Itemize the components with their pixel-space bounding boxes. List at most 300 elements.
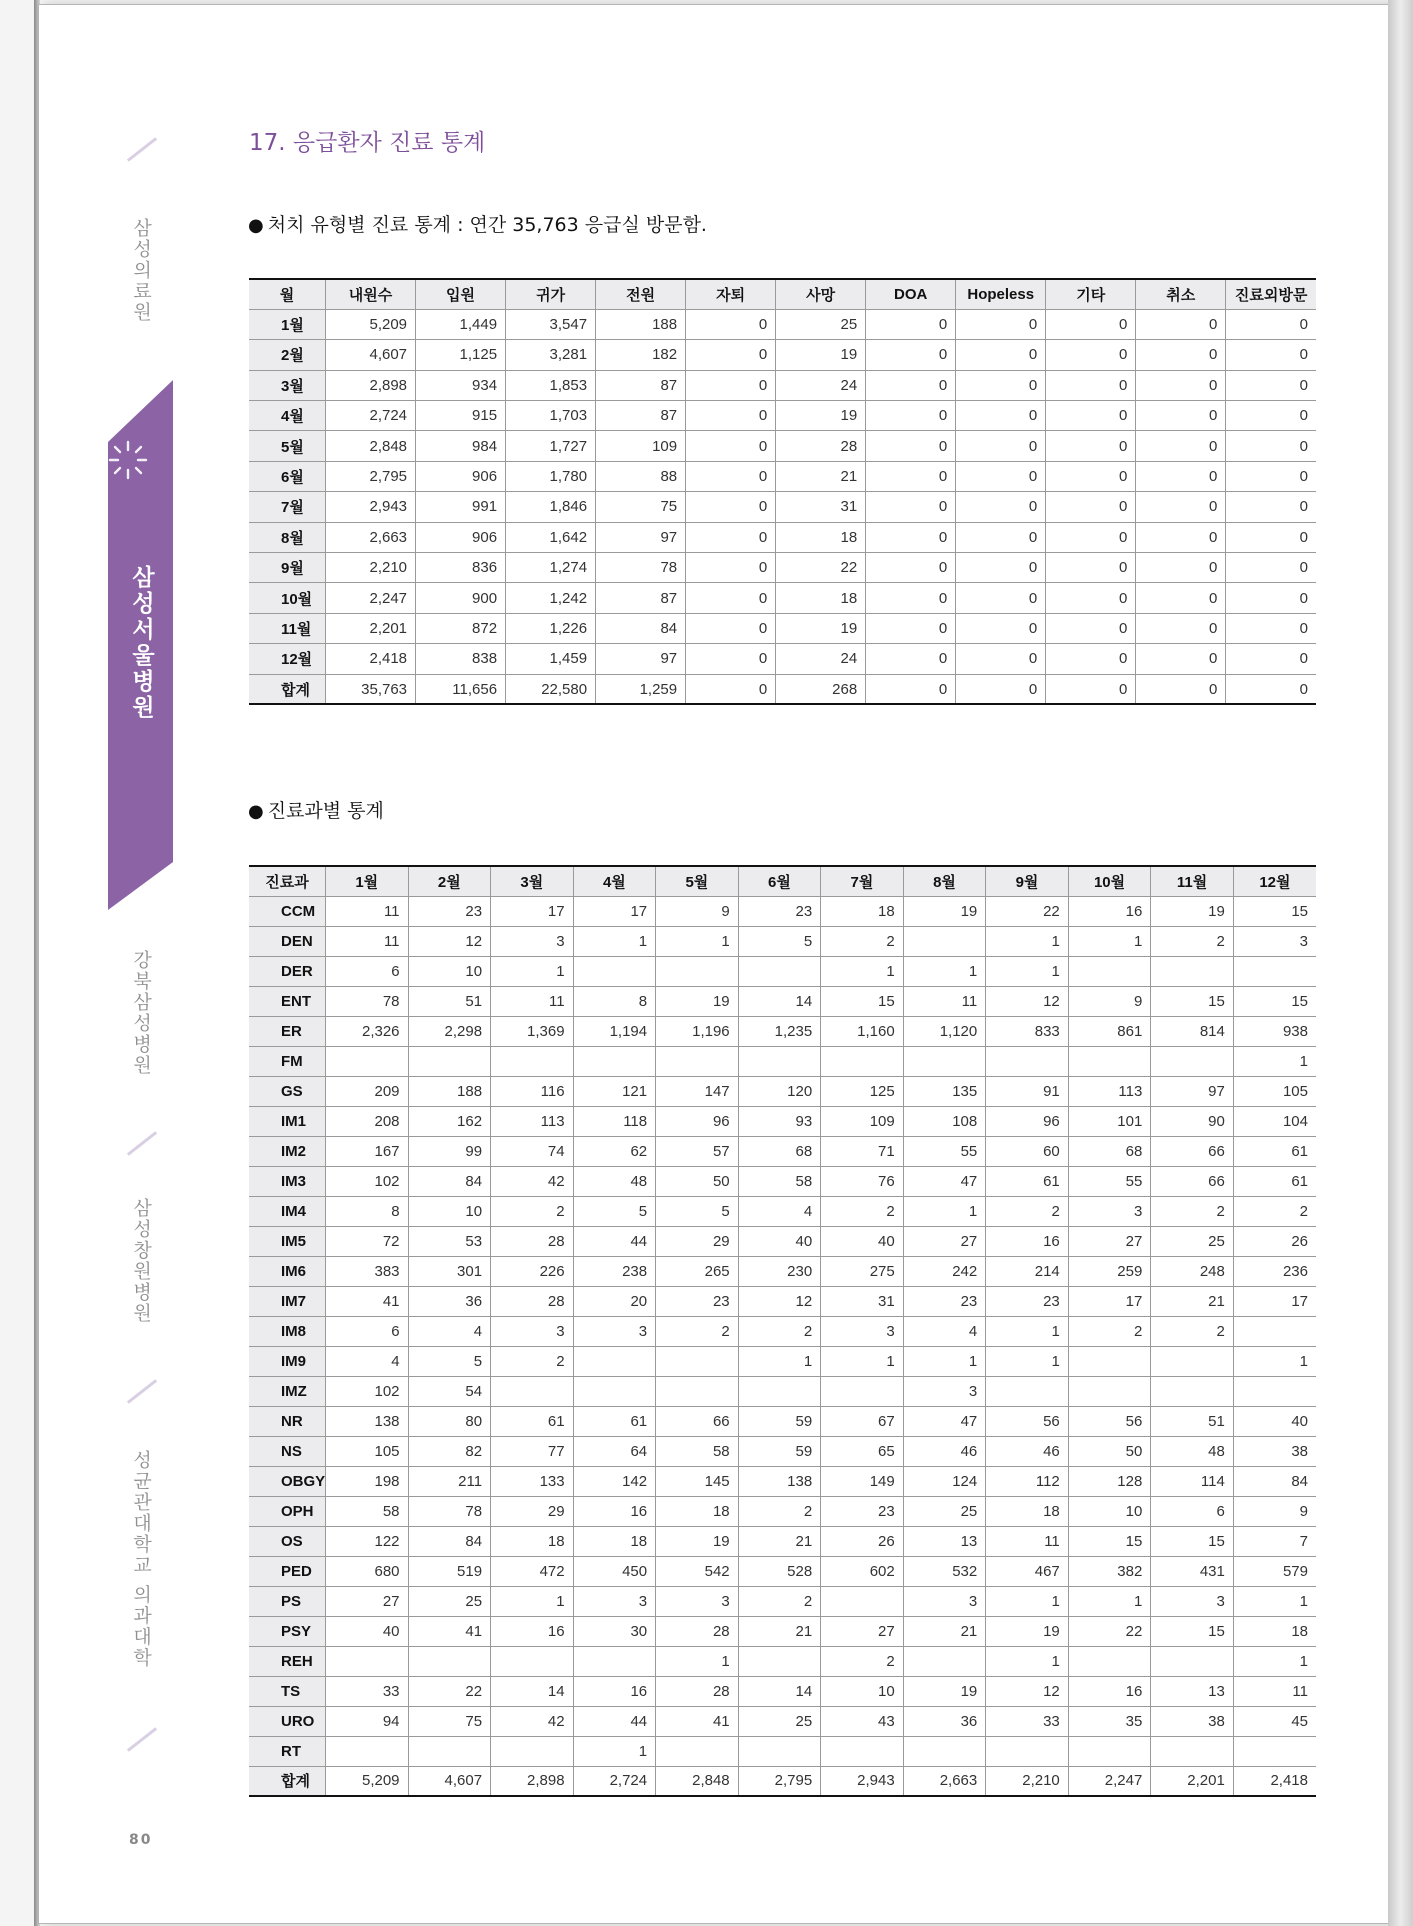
table-cell: 1,242 (506, 583, 596, 613)
row-label: 7월 (249, 492, 326, 522)
table-cell: 105 (326, 1436, 409, 1466)
table-cell: 0 (1226, 401, 1316, 431)
table-cell (1233, 1316, 1316, 1346)
table-cell: 71 (821, 1136, 904, 1166)
table-cell: 3,281 (506, 340, 596, 370)
table-cell: 0 (1046, 674, 1136, 704)
table-cell: 84 (408, 1526, 491, 1556)
sidebar-tab-samsung-seoul-hospital[interactable]: 삼성서울병원 (128, 565, 154, 721)
table-cell: 3 (1233, 926, 1316, 956)
table-cell: 872 (416, 613, 506, 643)
table-cell: 93 (738, 1106, 821, 1136)
table-cell: 1 (656, 926, 739, 956)
burst-icon (106, 438, 150, 482)
row-label: FM (249, 1046, 326, 1076)
table-cell: 21 (903, 1616, 986, 1646)
table-cell: 17 (573, 896, 656, 926)
table-cell: 2 (738, 1496, 821, 1526)
table-row (249, 1346, 1316, 1376)
table-cell: 68 (1068, 1136, 1151, 1166)
table-row (249, 309, 1316, 339)
row-label: NR (249, 1406, 326, 1436)
table-cell: 149 (821, 1466, 904, 1496)
table-cell: 1,259 (596, 674, 686, 704)
table-cell: 21 (738, 1616, 821, 1646)
table-cell: 25 (738, 1706, 821, 1736)
table-cell (1151, 1646, 1234, 1676)
table-cell: 51 (1151, 1406, 1234, 1436)
table-cell: 0 (1226, 553, 1316, 583)
column-header: Hopeless (956, 279, 1046, 309)
table-cell: 8 (326, 1196, 409, 1226)
table-row (249, 1706, 1316, 1736)
table-cell (656, 1736, 739, 1766)
table-cell: 2,201 (1151, 1766, 1234, 1796)
table-cell: 44 (573, 1706, 656, 1736)
table-cell: 1 (986, 1346, 1069, 1376)
table-cell: 1 (986, 956, 1069, 986)
table-cell: 12 (986, 1676, 1069, 1706)
table-cell: 275 (821, 1256, 904, 1286)
table-cell: 55 (903, 1136, 986, 1166)
table-cell: 2 (821, 1196, 904, 1226)
table-cell (1151, 1736, 1234, 1766)
table-cell: 45 (1233, 1706, 1316, 1736)
table-cell: 64 (573, 1436, 656, 1466)
table-cell: 528 (738, 1556, 821, 1586)
table-cell: 0 (866, 583, 956, 613)
row-label: IM6 (249, 1256, 326, 1286)
table-cell: 84 (408, 1166, 491, 1196)
table-cell: 1,369 (491, 1016, 574, 1046)
table-cell: 38 (1233, 1436, 1316, 1466)
table-cell: 66 (1151, 1166, 1234, 1196)
table-cell: 1,160 (821, 1016, 904, 1046)
table-row (249, 1016, 1316, 1046)
table-cell: 1 (986, 1586, 1069, 1616)
table-row (249, 1106, 1316, 1136)
column-header: 기타 (1046, 279, 1136, 309)
table-cell: 17 (1068, 1286, 1151, 1316)
table-cell: 1,642 (506, 522, 596, 552)
table-cell: 13 (903, 1526, 986, 1556)
table-cell: 138 (326, 1406, 409, 1436)
table-cell: 68 (738, 1136, 821, 1166)
table-cell: 104 (1233, 1106, 1316, 1136)
table-cell: 3,547 (506, 309, 596, 339)
table-cell: 2 (491, 1196, 574, 1226)
table-cell (491, 1646, 574, 1676)
row-label: 6월 (249, 461, 326, 491)
table-cell: 0 (1046, 553, 1136, 583)
table-cell: 78 (326, 986, 409, 1016)
table-cell: 2,898 (491, 1766, 574, 1796)
table-cell: 15 (821, 986, 904, 1016)
table-cell: 121 (573, 1076, 656, 1106)
table-cell: 48 (1151, 1436, 1234, 1466)
table-cell: 20 (573, 1286, 656, 1316)
page-number: 80 (129, 1832, 153, 1848)
table-cell: 0 (956, 401, 1046, 431)
table-cell: 97 (596, 644, 686, 674)
table-cell: 836 (416, 553, 506, 583)
table-cell: 1 (821, 1346, 904, 1376)
table-cell: 19 (776, 613, 866, 643)
table-cell (903, 926, 986, 956)
table-cell: 42 (491, 1166, 574, 1196)
sidebar-tab-skku-medicine[interactable]: 성균관대학교 의과대학 (130, 1450, 152, 1669)
table-cell: 10 (408, 1196, 491, 1226)
table-cell: 75 (596, 492, 686, 522)
table-cell (408, 1646, 491, 1676)
table-cell: 27 (326, 1586, 409, 1616)
table-cell: 814 (1151, 1016, 1234, 1046)
table-cell: 1,846 (506, 492, 596, 522)
table-cell (1068, 1376, 1151, 1406)
table-cell: 226 (491, 1256, 574, 1286)
table-cell: 14 (491, 1676, 574, 1706)
table-cell (986, 1736, 1069, 1766)
table-cell: 0 (1046, 370, 1136, 400)
table-cell: 1,274 (506, 553, 596, 583)
table-cell: 142 (573, 1466, 656, 1496)
table-cell: 27 (821, 1616, 904, 1646)
table-cell: 25 (1151, 1226, 1234, 1256)
table-cell: 0 (1136, 401, 1226, 431)
table-cell: 2 (1151, 926, 1234, 956)
table-row (249, 986, 1316, 1016)
table-cell: 0 (1226, 492, 1316, 522)
table-row (249, 613, 1316, 643)
table-cell: 46 (903, 1436, 986, 1466)
table-cell: 0 (956, 613, 1046, 643)
table-cell: 22 (986, 896, 1069, 926)
table-row (249, 1466, 1316, 1496)
table-cell: 47 (903, 1406, 986, 1436)
row-label: NS (249, 1436, 326, 1466)
table-cell: 0 (1136, 340, 1226, 370)
table-cell: 84 (1233, 1466, 1316, 1496)
table-cell: 67 (821, 1406, 904, 1436)
table-cell: 72 (326, 1226, 409, 1256)
table-cell: 0 (1046, 401, 1136, 431)
table-cell: 128 (1068, 1466, 1151, 1496)
table-cell: 11,656 (416, 674, 506, 704)
table-row (249, 401, 1316, 431)
table-cell: 2,795 (738, 1766, 821, 1796)
row-label: CCM (249, 896, 326, 926)
table-cell: 1 (986, 1646, 1069, 1676)
table-cell: 1 (491, 1586, 574, 1616)
table-cell: 36 (408, 1286, 491, 1316)
table-cell: 938 (1233, 1016, 1316, 1046)
table-row (249, 644, 1316, 674)
table-cell: 56 (986, 1406, 1069, 1436)
column-header: 5월 (656, 866, 739, 896)
table-cell: 2 (491, 1346, 574, 1376)
column-header: 내원수 (326, 279, 416, 309)
table-cell: 44 (573, 1226, 656, 1256)
column-header: 7월 (821, 866, 904, 896)
table-cell: 1,120 (903, 1016, 986, 1046)
table-cell: 0 (956, 553, 1046, 583)
table-cell: 833 (986, 1016, 1069, 1046)
table-cell: 0 (866, 340, 956, 370)
table-cell (903, 1046, 986, 1076)
sidebar-tab-samsung-medical-center[interactable]: 삼성의료원 (130, 218, 152, 323)
table-cell: 0 (1226, 522, 1316, 552)
table-row (249, 1226, 1316, 1256)
table-cell: 2 (821, 926, 904, 956)
table-cell: 125 (821, 1076, 904, 1106)
page-edge (1388, 0, 1413, 1926)
table-cell (738, 1046, 821, 1076)
table-cell: 0 (686, 492, 776, 522)
table-cell: 102 (326, 1376, 409, 1406)
table-cell: 54 (408, 1376, 491, 1406)
table-row (249, 553, 1316, 583)
table-cell: 2 (656, 1316, 739, 1346)
table-cell: 116 (491, 1076, 574, 1106)
column-header: 사망 (776, 279, 866, 309)
table-cell: 991 (416, 492, 506, 522)
table-cell: 18 (491, 1526, 574, 1556)
table-cell: 5,209 (326, 309, 416, 339)
table-cell: 242 (903, 1256, 986, 1286)
column-header: 진료과 (249, 866, 326, 896)
table-cell: 29 (491, 1496, 574, 1526)
column-header: 귀가 (506, 279, 596, 309)
table-cell: 19 (986, 1616, 1069, 1646)
table-cell: 29 (656, 1226, 739, 1256)
table-cell: 0 (1046, 522, 1136, 552)
column-header: DOA (866, 279, 956, 309)
table-cell: 0 (1046, 461, 1136, 491)
table-row (249, 1556, 1316, 1586)
table-cell: 10 (1068, 1496, 1151, 1526)
table-cell: 87 (596, 583, 686, 613)
table-cell: 230 (738, 1256, 821, 1286)
table-cell: 58 (326, 1496, 409, 1526)
table-cell: 7 (1233, 1526, 1316, 1556)
table-cell: 97 (596, 522, 686, 552)
row-label: IM1 (249, 1106, 326, 1136)
row-label: 3월 (249, 370, 326, 400)
table-cell (1068, 1646, 1151, 1676)
table-row (249, 1526, 1316, 1556)
table-cell: 40 (326, 1616, 409, 1646)
table-cell: 11 (491, 986, 574, 1016)
table-cell: 3 (903, 1586, 986, 1616)
table-cell (408, 1046, 491, 1076)
table-row (249, 674, 1316, 704)
table-cell: 4 (408, 1316, 491, 1346)
table-cell (1068, 1346, 1151, 1376)
table-cell (656, 1346, 739, 1376)
table-row (249, 1256, 1316, 1286)
table-cell (656, 956, 739, 986)
table-cell: 0 (1226, 613, 1316, 643)
table-cell: 1 (1233, 1646, 1316, 1676)
row-label: PS (249, 1586, 326, 1616)
table-cell: 0 (686, 522, 776, 552)
table-header-row (249, 279, 1316, 309)
table-cell: 105 (1233, 1076, 1316, 1106)
table-cell: 0 (956, 461, 1046, 491)
table-cell: 65 (821, 1436, 904, 1466)
table-cell: 2 (738, 1316, 821, 1346)
table-cell: 0 (1046, 583, 1136, 613)
table-cell: 1,194 (573, 1016, 656, 1046)
table-cell: 211 (408, 1466, 491, 1496)
table-cell (903, 1736, 986, 1766)
table-cell: 112 (986, 1466, 1069, 1496)
table-cell (491, 1376, 574, 1406)
table-cell: 0 (1136, 461, 1226, 491)
table-cell: 82 (408, 1436, 491, 1466)
table-cell: 2,943 (326, 492, 416, 522)
table-cell: 906 (416, 461, 506, 491)
row-label: 합계 (249, 1766, 326, 1796)
table-cell: 4 (326, 1346, 409, 1376)
row-label: REH (249, 1646, 326, 1676)
row-label: IM5 (249, 1226, 326, 1256)
table-cell: 450 (573, 1556, 656, 1586)
table-cell: 23 (986, 1286, 1069, 1316)
table-cell: 3 (903, 1376, 986, 1406)
table-cell: 0 (1136, 644, 1226, 674)
table-cell: 62 (573, 1136, 656, 1166)
table-cell: 18 (821, 896, 904, 926)
table-cell: 18 (776, 522, 866, 552)
row-label: 11월 (249, 613, 326, 643)
table-cell: 19 (776, 340, 866, 370)
table-cell: 61 (1233, 1136, 1316, 1166)
row-label: OS (249, 1526, 326, 1556)
table-cell: 0 (866, 401, 956, 431)
table-cell: 1,459 (506, 644, 596, 674)
table-cell: 0 (686, 461, 776, 491)
table-cell: 0 (866, 309, 956, 339)
table-cell: 2,848 (656, 1766, 739, 1796)
table-cell: 145 (656, 1466, 739, 1496)
table-row (249, 1676, 1316, 1706)
table-cell: 900 (416, 583, 506, 613)
table-cell: 57 (656, 1136, 739, 1166)
table-cell: 46 (986, 1436, 1069, 1466)
table-cell: 90 (1151, 1106, 1234, 1136)
table-cell: 19 (656, 1526, 739, 1556)
table-cell (491, 1736, 574, 1766)
table-cell: 0 (1226, 583, 1316, 613)
table-cell: 0 (866, 461, 956, 491)
table-cell (1233, 1376, 1316, 1406)
treatment-heading (248, 210, 707, 237)
table-cell: 382 (1068, 1556, 1151, 1586)
table-cell: 96 (986, 1106, 1069, 1136)
column-header: 3월 (491, 866, 574, 896)
table-row (249, 1076, 1316, 1106)
table-cell: 6 (1151, 1496, 1234, 1526)
column-header: 취소 (1136, 279, 1226, 309)
table-cell: 2,418 (326, 644, 416, 674)
table-cell: 2,247 (326, 583, 416, 613)
table-cell: 2,298 (408, 1016, 491, 1046)
sidebar-tab-kangbuk-samsung[interactable]: 강북삼성병원 (130, 950, 152, 1076)
table-cell (821, 1046, 904, 1076)
table-cell: 1 (656, 1646, 739, 1676)
table-cell: 1 (573, 926, 656, 956)
table-cell: 114 (1151, 1466, 1234, 1496)
table-cell: 198 (326, 1466, 409, 1496)
table-cell: 138 (738, 1466, 821, 1496)
table-cell: 208 (326, 1106, 409, 1136)
table-cell: 80 (408, 1406, 491, 1436)
table-cell: 26 (821, 1526, 904, 1556)
table-cell: 0 (866, 553, 956, 583)
table-cell: 2,201 (326, 613, 416, 643)
table-cell: 0 (686, 370, 776, 400)
table-cell: 259 (1068, 1256, 1151, 1286)
table-cell: 28 (656, 1676, 739, 1706)
table-cell (1151, 1046, 1234, 1076)
row-label: DER (249, 956, 326, 986)
table-cell: 542 (656, 1556, 739, 1586)
table-cell: 1 (903, 1196, 986, 1226)
table-cell: 182 (596, 340, 686, 370)
table-cell (1233, 1736, 1316, 1766)
table-cell: 78 (596, 553, 686, 583)
table-cell: 14 (738, 986, 821, 1016)
table-cell: 8 (573, 986, 656, 1016)
table-cell: 30 (573, 1616, 656, 1646)
table-cell: 109 (821, 1106, 904, 1136)
table-cell: 122 (326, 1526, 409, 1556)
table-cell: 188 (408, 1076, 491, 1106)
table-cell (738, 1376, 821, 1406)
table-cell (491, 1046, 574, 1076)
table-cell: 0 (686, 583, 776, 613)
section-title: 17. 응급환자 진료 통계 (249, 130, 486, 156)
table-cell: 50 (656, 1166, 739, 1196)
table-cell: 1,196 (656, 1016, 739, 1046)
table-cell (738, 1736, 821, 1766)
table-cell (573, 1376, 656, 1406)
table-cell: 2,663 (326, 522, 416, 552)
table-cell: 4 (738, 1196, 821, 1226)
table-cell: 1 (1233, 1586, 1316, 1616)
table-cell: 2,326 (326, 1016, 409, 1046)
sidebar-tab-samsung-changwon[interactable]: 삼성창원병원 (130, 1198, 152, 1324)
row-label: 1월 (249, 309, 326, 339)
table-cell: 59 (738, 1436, 821, 1466)
table-cell: 209 (326, 1076, 409, 1106)
table-cell: 2,210 (986, 1766, 1069, 1796)
row-label: IM3 (249, 1166, 326, 1196)
table-cell: 934 (416, 370, 506, 400)
table-cell (1151, 1346, 1234, 1376)
table-cell: 0 (1136, 431, 1226, 461)
table-header-row (249, 866, 1316, 896)
table-cell: 4,607 (326, 340, 416, 370)
table-cell: 2,210 (326, 553, 416, 583)
table-cell: 1,449 (416, 309, 506, 339)
table-cell: 18 (573, 1526, 656, 1556)
table-cell: 11 (986, 1526, 1069, 1556)
table-cell: 12 (408, 926, 491, 956)
table-cell: 12 (986, 986, 1069, 1016)
row-label: ER (249, 1016, 326, 1046)
